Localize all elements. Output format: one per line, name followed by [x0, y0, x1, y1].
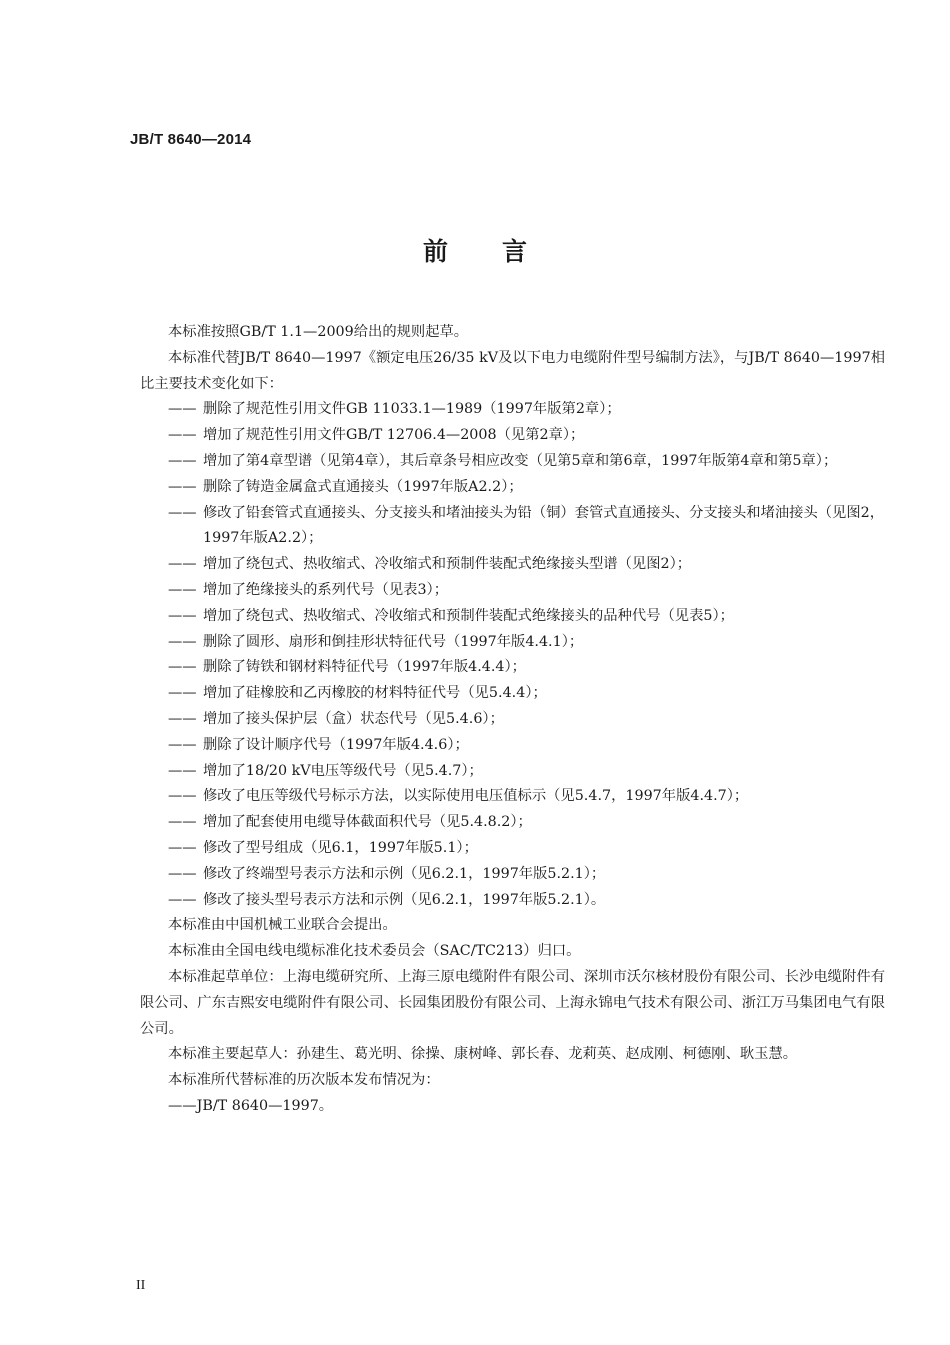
list-item: —— 增加了绕包式、热收缩式、冷收缩式和预制件装配式绝缘接头的品种代号（见表5）； [168, 604, 885, 630]
dash-marker: —— [168, 839, 197, 856]
list-item: —— 增加了规范性引用文件GB/T 12706.4—2008（见第2章）； [168, 423, 885, 449]
history-item: ——JB/T 8640—1997。 [168, 1097, 334, 1114]
paragraph-drafting-rules: 本标准按照GB/T 1.1—2009给出的规则起草。 [168, 324, 469, 340]
list-item: —— 删除了规范性引用文件GB 11033.1—1989（1997年版第2章）； [168, 397, 885, 423]
list-item: —— 删除了设计顺序代号（1997年版4.4.6）； [168, 733, 885, 759]
dash-marker: —— [168, 736, 197, 753]
list-item: —— 增加了第4章型谱（见第4章），其后章条号相应改变（见第5章和第6章，1997年版第4章和第5章）； [168, 449, 885, 475]
paragraph-history: 本标准所代替标准的历次版本发布情况为： [168, 1072, 440, 1089]
list-item: —— 增加了绕包式、热收缩式、冷收缩式和预制件装配式绝缘接头型谱（见图2）； [168, 552, 885, 578]
dash-marker: —— [168, 659, 197, 676]
dash-marker: —— [168, 478, 197, 495]
dash-marker: —— [168, 452, 197, 469]
list-item: —— 增加了18/20 kV电压等级代号（见5.4.7）； [168, 759, 885, 785]
dash-marker: —— [168, 633, 197, 650]
changes-list [140, 397, 885, 913]
list-item: —— 修改了接头型号表示方法和示例（见6.2.1，1997年版5.2.1）。 [168, 888, 885, 914]
dash-marker: —— [168, 865, 197, 882]
standard-code: JB/T 8640—2014 [130, 131, 252, 148]
list-item: —— 增加了接头保护层（盒）状态代号（见5.4.6）； [168, 707, 885, 733]
dash-marker: —— [168, 891, 197, 908]
dash-marker: —— [168, 427, 197, 444]
paragraph-drafters: 本标准主要起草人：孙建生、葛光明、徐操、康树峰、郭长春、龙莉英、赵成刚、柯德刚、耿玉慧。 [168, 1046, 798, 1063]
dash-marker: —— [168, 607, 197, 624]
list-item: —— 修改了电压等级代号标示方法，以实际使用电压值标示（见5.4.7，1997年版4.4.7）； [168, 784, 885, 810]
dash-marker: —— [168, 581, 197, 598]
page-number: II [136, 1278, 146, 1293]
page-title: 前言 [422, 237, 581, 266]
list-item: —— 增加了绝缘接头的系列代号（见表3）； [168, 578, 885, 604]
paragraph-committee: 本标准由全国电线电缆标准化技术委员会（SAC/TC213）归口。 [168, 943, 581, 960]
dash-marker: —— [168, 556, 197, 573]
dash-marker: —— [168, 788, 197, 805]
dash-marker: —— [168, 762, 197, 779]
paragraph-proposer: 本标准由中国机械工业联合会提出。 [168, 917, 397, 934]
dash-marker: —— [168, 814, 197, 831]
paragraph-replacement: 本标准代替JB/T 8640—1997《额定电压26/35 kV及以下电力电缆附件型号编制方法》，与JB/T 8640—1997相比主要技术变化如下： [140, 349, 885, 392]
dash-marker: —— [168, 504, 197, 521]
list-item: —— 修改了铅套管式直通接头、分支接头和堵油接头为铅（铜）套管式直通接头、分支接头和堵油接头（见图2，1997年版A2.2）； [168, 501, 885, 553]
paragraph-drafting-units: 本标准起草单位：上海电缆研究所、上海三原电缆附件有限公司、深圳市沃尔核材股份有限公司、长沙电缆附件有限公司、广东吉熙安电缆附件有限公司、长园集团股份有限公司、上海永锦电气技术有限公司、浙江万马集团电气有限公司。 [140, 968, 885, 1037]
list-item: —— 修改了型号组成（见6.1，1997年版5.1）； [168, 836, 885, 862]
document-body [140, 320, 885, 1120]
dash-marker: —— [168, 710, 197, 727]
dash-marker: —— [168, 401, 197, 418]
dash-marker: —— [168, 685, 197, 702]
list-item: —— 删除了圆形、扇形和倒挂形状特征代号（1997年版4.4.1）； [168, 630, 885, 656]
list-item: —— 删除了铸造金属盒式直通接头（1997年版A2.2）； [168, 475, 885, 501]
list-item: —— 增加了硅橡胶和乙丙橡胶的材料特征代号（见5.4.4）； [168, 681, 885, 707]
list-item: —— 增加了配套使用电缆导体截面积代号（见5.4.8.2）； [168, 810, 885, 836]
list-item: —— 删除了铸铁和钢材料特征代号（1997年版4.4.4）； [168, 655, 885, 681]
list-item: —— 修改了终端型号表示方法和示例（见6.2.1，1997年版5.2.1）； [168, 862, 885, 888]
